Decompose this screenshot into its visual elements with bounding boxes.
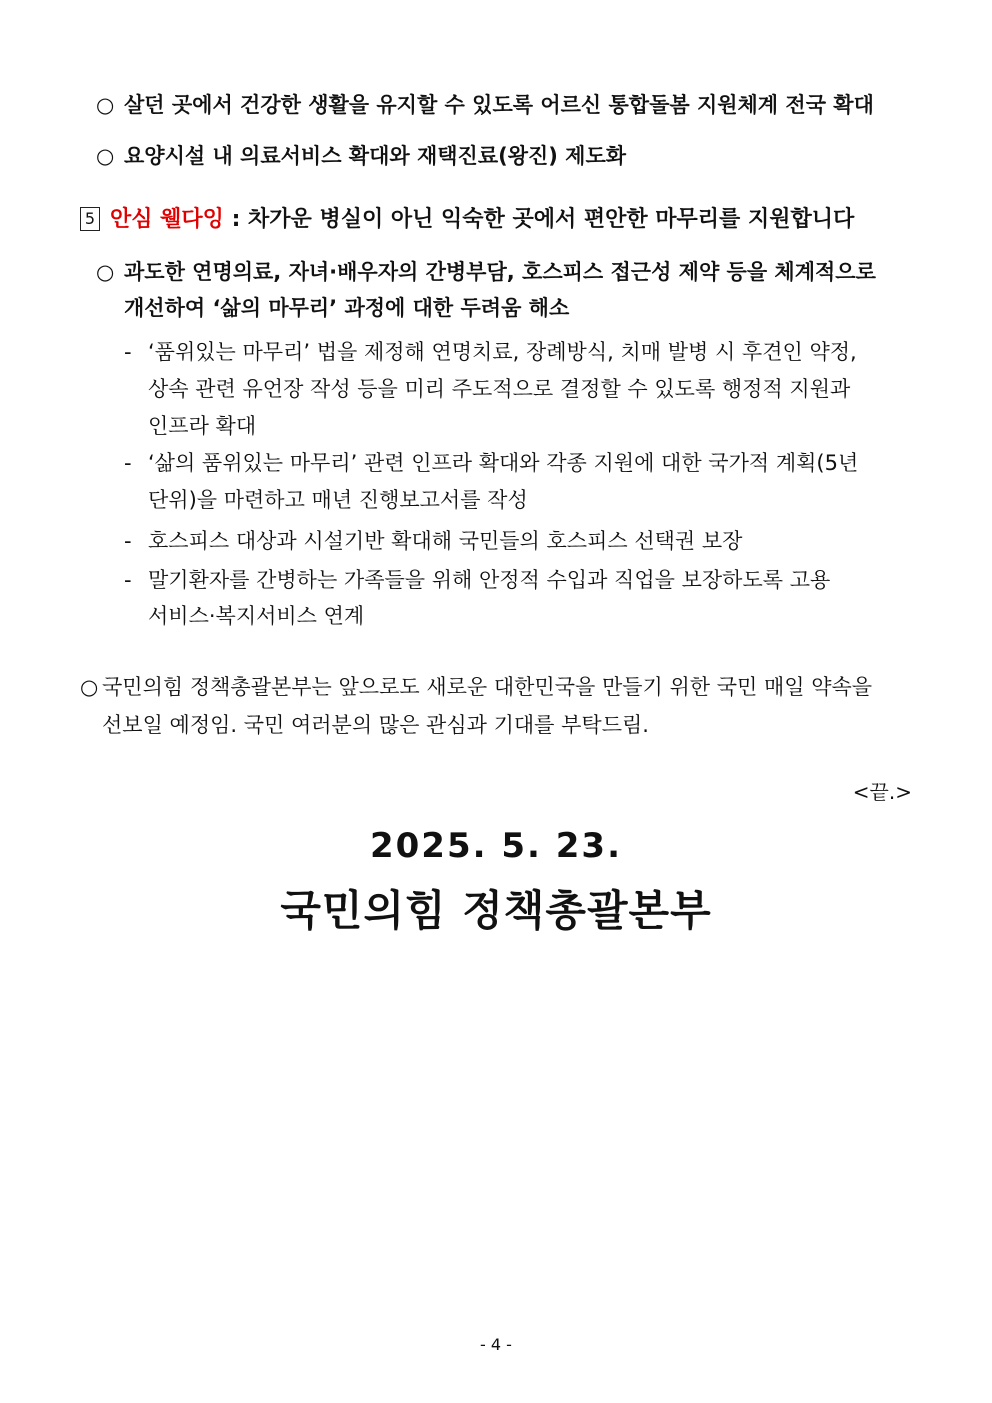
dash-item-line: ‘품위있는 마무리’ 법을 제정해 연명치료, 장례방식, 치매 발병 시 후견인 약정, xyxy=(148,340,857,364)
dash-item xyxy=(124,526,742,556)
bullet-item xyxy=(96,90,874,120)
closing-line1: 국민의힘 정책총괄본부는 앞으로도 새로운 대한민국을 만들기 위한 국민 매일 약속을 xyxy=(102,675,873,699)
closing-line2: 선보일 예정임. 국민 여러분의 많은 관심과 기대를 부탁드림. xyxy=(102,713,649,737)
dash-item xyxy=(124,565,830,595)
closing-paragraph xyxy=(80,672,872,702)
dash-marker: - xyxy=(124,529,132,553)
bullet-item xyxy=(96,141,626,171)
circle-bullet-icon: ○ xyxy=(96,144,115,168)
end-mark: <끝.> xyxy=(852,780,912,804)
circle-bullet-icon: ○ xyxy=(80,675,99,699)
section-title-separator: : xyxy=(223,207,249,232)
dash-marker: - xyxy=(124,451,132,475)
document-date: 2025. 5. 23. xyxy=(369,826,623,866)
section-title-text: 차가운 병실이 아닌 익숙한 곳에서 편안한 마무리를 지원합니다 xyxy=(248,207,855,232)
page-number: - 4 - xyxy=(480,1335,512,1354)
dash-item-continuation: 상속 관련 유언장 작성 등을 미리 주도적으로 결정할 수 있도록 행정적 지원과 xyxy=(148,377,851,401)
circle-bullet-icon: ○ xyxy=(96,93,115,117)
section-heading xyxy=(80,205,854,235)
dash-marker: - xyxy=(124,340,132,364)
section-main-line2: 개선하여 ‘삶의 마무리’ 과정에 대한 두려움 해소 xyxy=(124,296,570,320)
organization-name: 국민의힘 정책총괄본부 xyxy=(280,886,712,935)
dash-item-line: 말기환자를 간병하는 가족들을 위해 안정적 수입과 직업을 보장하도록 고용 xyxy=(148,568,831,592)
section-number-box: 5 xyxy=(80,207,100,231)
bullet-text: 요양시설 내 의료서비스 확대와 재택진료(왕진) 제도화 xyxy=(124,144,627,168)
dash-item-line: ‘삶의 품위있는 마무리’ 관련 인프라 확대와 각종 지원에 대한 국가적 계획(5년 xyxy=(148,451,859,475)
dash-item xyxy=(124,337,857,367)
dash-item-continuation: 서비스·복지서비스 연계 xyxy=(148,604,365,628)
dash-item-continuation: 인프라 확대 xyxy=(148,414,257,438)
section-title-highlight: 안심 웰다잉 xyxy=(110,207,224,232)
section-main-line1: 과도한 연명의료, 자녀·배우자의 간병부담, 호스피스 접근성 제약 등을 체계적으로 xyxy=(124,260,876,284)
circle-bullet-icon: ○ xyxy=(96,260,115,284)
bullet-text: 살던 곳에서 건강한 생활을 유지할 수 있도록 어르신 통합돌봄 지원체계 전국 확대 xyxy=(124,93,874,117)
dash-item-continuation: 단위)을 마련하고 매년 진행보고서를 작성 xyxy=(148,488,528,512)
dash-item xyxy=(124,448,858,478)
section-main-bullet xyxy=(96,257,876,287)
dash-marker: - xyxy=(124,568,132,592)
dash-item-line: 호스피스 대상과 시설기반 확대해 국민들의 호스피스 선택권 보장 xyxy=(148,529,743,553)
